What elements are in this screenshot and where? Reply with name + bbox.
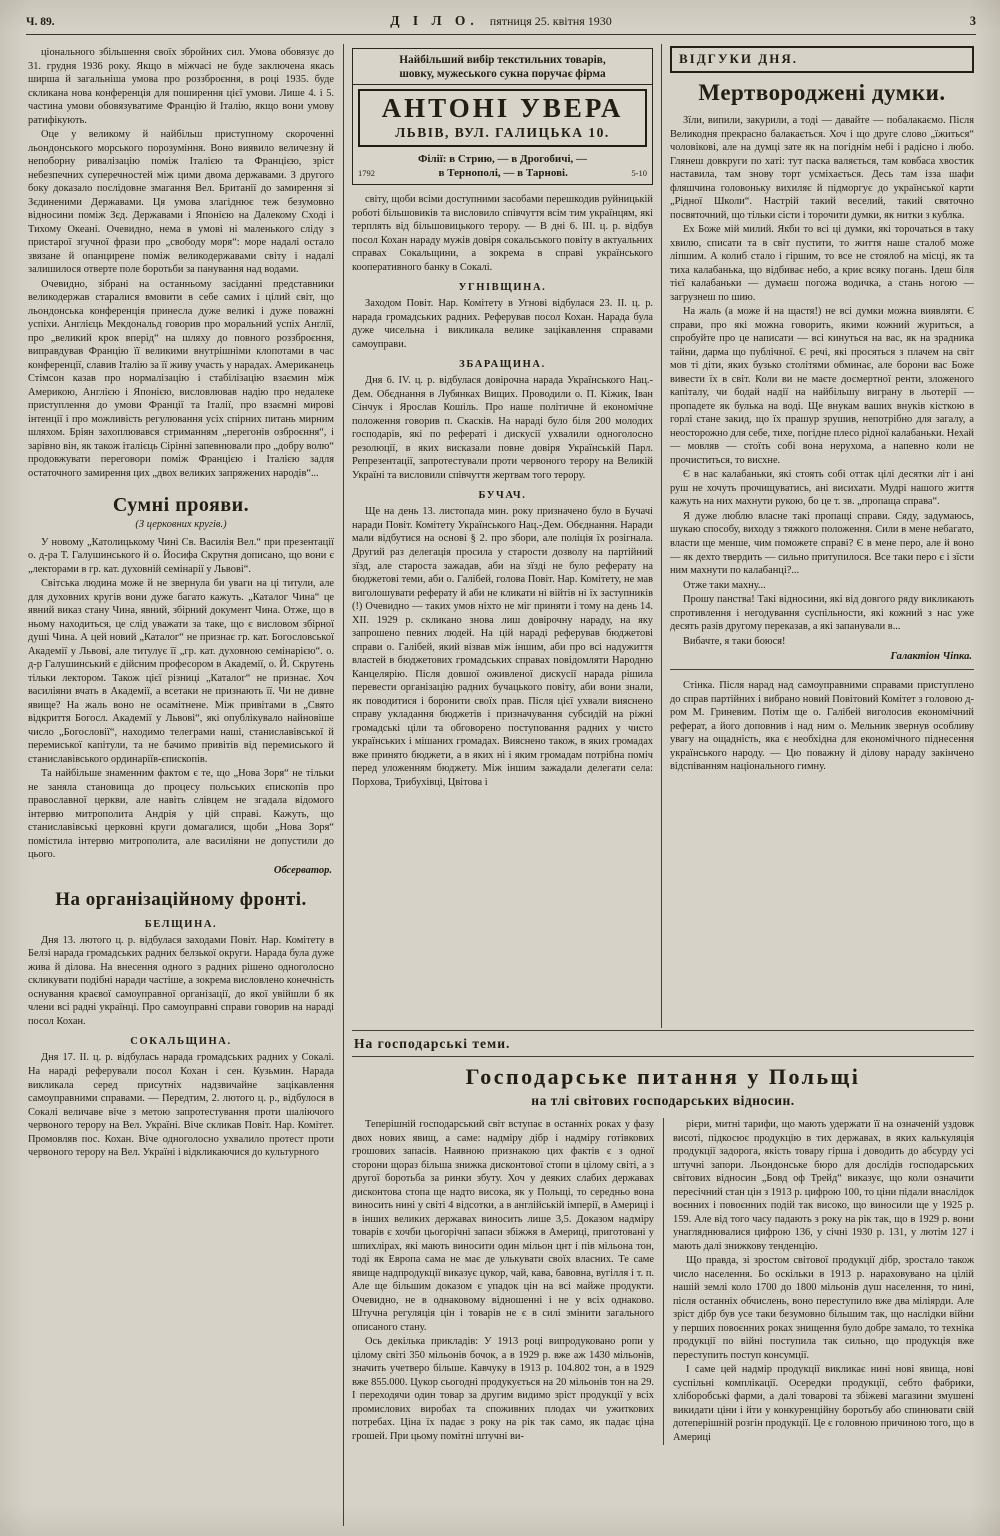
ad-branches-line1: Філії: в Стрию, — в Дрогобичі, — — [417, 152, 588, 165]
ad-address: ЛЬВІВ, ВУЛ. ГАЛИЦЬКА 10. — [395, 124, 610, 140]
economy-columns — [352, 1118, 974, 1445]
locality-head-sokal: СОКАЛЬЩИНА. — [130, 1036, 232, 1048]
economy-column-left — [352, 1118, 663, 1445]
ad-tagline — [353, 49, 652, 85]
article-paragraph: У новому „Католицькому Чині Св. Василія Вел.“ при презентації о. д-ра Т. Галушинського й о. Йосифа Скрутня дописано, що вони є „лекторами в гр. кат. духовній семінарії у Львові“. — [28, 536, 334, 575]
advertisement-uwera — [352, 48, 653, 185]
economy-headline: Господарське питання у Польщі — [465, 1064, 861, 1089]
article-paragraph: Світська людина може й не звернула би уваги на ці титули, але для духовних кругів вони дуже багато кажуть. „Каталог Чина“ це явний виказ стану Чина, явний, збірний документ Чина. Отже, що в ньому находиться, це слід уважати за таке, що є висловом збірної душі Чина. А цей новий „Каталог“ не признає гр. кат. Богословської Академії у Львові, але титулує її „гр. кат. духовною семінарією“. о. д-р Галушинський є дійсним професором в Академії, о. Й. Скрутень тільки лектором. Також цієї різниці „Каталог“ не признає. Хоч василіяни вчать в Академії, а всетаки не признають її. Чи не дивне явище? На жаль воно не осамітнене. Між привітами в „Свято відкриття Богосл. Академії у Львові“, які опублікувало найновіше число „Богословії“, находимо телеграми наші, станиславівської й перемиської капітули, та не бачимо привітів від перемиського й станиславівського ординаріїв-єпископів. — [28, 578, 334, 765]
masthead-title: Д І Л О. — [390, 13, 479, 28]
article-paragraph: Дня 17. II. ц. р. відбулась нарада громадських радних у Сокалі. На нараді реферували посол Кохан і сен. Кузьмин. Нарада викликала серед присутніх надзвичайне зацікавлення самоуправними справами. — Передтим, 2. лютого ц. р., відбулося в Сокалі величаве віче з метою запротестування проти шаліючого червоного терору на Вел. Україні. Віче скликав Повіт. Нар. Комітет. Промовляв пос. Кохан. Віче одноголосно ухвалило протест проти червоного терору на Вел. Україні і відкликаючися до культурного — [28, 1052, 334, 1159]
feuilleton-paragraph: Зїли, випили, закурили, а тоді — давайте — побалакаємо. Після Великодня прекрасно балакається. Хоч і що друге слово „їжиться“ чоловікові, але на думці зате як на погіднім небі і радісно і любо. Глянеш довкруги по хаті: тут паска валяється, там ковбаса хвостик наставила, там знову торт усміхається. Десь там ізза шафи фляшчина головоньку вихиляє й підморгує до української карти „Рідної Школи“. Настрій такий веселий, такий святочно посвяточний, що тільки сісти і торочити думки, як нитки з кублка. — [670, 115, 974, 221]
ad-ref-code: 5-10 — [631, 167, 647, 178]
rubric-echoes-of-the-day: ВІДГУКИ ДНЯ. — [670, 46, 974, 73]
economy-paragraph: рієри, митні тарифи, що мають удержати її на означеній уздовж висоті, підкосює продукцію в тих державах, в яких калькуляція продукції задорога, якість товару гірша і доводить до абсурду усі штучні запори. Льондонське бюро для дослідів господарських світових відносин „Бовд оф Трейд“ виказує, що коли означити пересічний стан цін з 1913 р. цифрою 100, то ціни підали внаслідок воєнних і повоєнних подій так високо, що виносили ще у 1925 р. 159. Але від того часу падають з року на рік так, що в 1929 р. вони унагляднювалися цифрою 136, у січні 1930 р. 131, у лютім 127 і мають далі знижкову тенденцію. — [673, 1119, 974, 1252]
feuilleton-paragraph: Є в нас калабаньки, які стоять собі оттак цілі десятки літ і ані руш не хочуть прочищуватись, ані висихати. Мудрі нашого життя кажуть на них махнути рукою, бо це т. зв. „пропаща справа“. — [670, 469, 974, 508]
column-right — [670, 46, 974, 1026]
article-paragraph: Дня 6. IV. ц. р. відбулася довірочна нарада Українського Нац.-Дем. Обєднання в Лубянках Вищих. Проводили о. П. Кіжик, Іван Сінчук і Ярослав Кошіль. Про наше політичне й економічне положення говорив п. Скасків. На нараді було біля 200 молодих господарів, які по рефераті і дискусії ухвалили одноголосно резолюції, в яких висказали повне довіря Українській Парл. Репрезентації, запротестували проти червоного терору на Великій Україні та висловили співчуття жертвам того терору. — [352, 375, 653, 481]
article-paragraph: Оце у великому й найбільш приступному скороченні льондонського морського порозуміння. Воно виявило величезну й непоборну ривалізацію поміж Італією та Францією, зріст небезпечних суперечностей між цими двома державами. З другого боку доказало послідовне змагання Вел. Британії до замирення зі Зєдиненими Державами. Ця умова злагіднює теж безумовно відносини поміж Зєд. Державами і Японією на Далекому Сході і Тихому Океані. Очевидно, нема в умові ні маленького сліду з пристарої згучної фрази про „свободу моря“: море надалі остало звязане й опанцирене поміж великодержавами світу і надалі залишилося отверте поле боротьби за панування над водами. — [28, 129, 334, 276]
ad-branches-text: в Тернополі, — в Тарнові. — [438, 166, 568, 179]
section-divider — [670, 669, 974, 670]
feuilleton-paragraph: Ех Боже мій милий. Якби то всі ці думки, які торочаться в таку хвилю, списати та в світ пустити, то життя наше сталоб може ліпшим. А колиб стало і гіршим, то все не стоялоб на місці, як та тиха калабанька, що відбиває небо, а криє всяку погань. Ідеш біля тієї калабаньки — думаєш погожа водичка, а стань ногою — загрузнеш по шию. — [670, 224, 974, 303]
economy-section — [352, 1030, 974, 1530]
economy-paragraph: Ось декілька прикладів: У 1913 році випродуковано ропи у цілому світі 350 мільонів бочок, а в 1929 р. вже аж 1430 мільонів, значить учетверо більше. Кавчуку в 1913 р. 104.802 тон, а в 1929 вже 855.000. Цукор сьогодні продукується на 20 мільонів тон на 29. І переходячи один товар за другим видимо зріст продукції у всіх промислових виробах та споживних плодах чи ужиткових потребах. Ціна їх падає з року на рік так само, як падає ціна грошей. При цьому помітні штучні ви- — [352, 1336, 654, 1442]
feuilleton-paragraph: Отже таки махну... — [683, 579, 766, 591]
feuilleton-paragraph: Я дуже люблю власне такі пропащі справи. Сяду, задумаюсь, шукаю способу, виходу з тяжкого положення. Сили в мене небагато, власти ще менше, чим поможете справі? Є в мене перо, але й воно — як дехто твердить — сильно притупилося. Все таки перо є і зїсти ним махнути по калабанці?... — [670, 510, 974, 577]
ad-tagline-line2: шовку, мужеського сукна поручає фірма — [399, 68, 606, 81]
column-left — [28, 46, 334, 1528]
article-continuation-paragraph: Стінка. Після нарад над самоуправними справами приступлено до справ партійних і вибрано новий Повітовий Комітет з головою д-ром М. Гриневим. Потім ще о. Галібей виголосив економічний реферат, а його доповнив і над ним о. Мельник звернув особливу увагу на ощадність, яка є необхідна для економічного піднесення українського народу. — Цю поважну й ділову нараду закінчено відспіванням національного гимну. — [670, 680, 974, 773]
article-paragraph: світу, щоби всіми доступними засобами перешкодив руйницькій роботі більшовиків та висловило співчуття всім тим українцям, які терплять від більшовицького терору. — В дні 6. III. ц. р. відбув посол Кохан нараду мужів довіря сокальського повіту в актуальних справах Сокальщини, а зокрема в справі українського кооперативного банку в Сокалі. — [352, 194, 653, 273]
section-title-sad-phenomena: Сумні прояви. — [112, 493, 250, 516]
locality-head-belz: БЕЛЩИНА. — [144, 918, 218, 930]
economy-column-right — [663, 1118, 974, 1445]
ad-main-box — [358, 89, 647, 146]
article-paragraph: Очевидно, зібрані на останньому засіданні представники великодержав старалися вмовити в себе самих і цілий світ, що льондонська конференція принесла дуже великі і дуже поважні успіхи. Англієць Мекдональд говорив про моральний успіх Англії, про „великий крок вперід“ на шляху до повного роззброєння, виправдував Францію її великими внутрішніми клопотами в час конференції, славив Італію за її живу участь у нарадах. Американець Стімсон казав про нормалізацію і стабілізацію взаємин між Америкою, Англією і Японією, висловлював надію про недалеке приступлення до умови Франції та Італії, про взаємні мирові інтенції і про можливість регулювання усіх спірних питань мирним шляхом. Бріян захоплювався стриманням „перегонів озброєння“, і зарівно він, як також італієць Сірінні запевнювали про „добру волю“ продовжувати переговори поміж Францією і Італією задля остаточного замирення цих „двох великих запряжених народів“... — [28, 278, 334, 479]
column-rule-1 — [343, 44, 344, 1526]
column-middle — [352, 46, 653, 1026]
locality-head-uhniv: УГНІВЩИНА. — [458, 282, 547, 294]
article-paragraph: Заходом Повіт. Нар. Комітету в Угнові відбулася 23. II. ц. р. нарада громадських радних. Реферував посол Кохан. Нарада була дуже чисельна і викликала велике зацікавлення справами самоуправи. — [352, 298, 653, 350]
section-subtitle: (З церковних кругів.) — [135, 518, 227, 530]
ad-ref-number: 1792 — [358, 167, 375, 178]
article-paragraph: Та найбільше знаменним фактом є те, що „Нова Зоря“ не тільки не заняла становища до процесу польських єпископів про православної церкви, але навіть слівцем не згадала відомого інтервю митрополита Андрія у цій справі. Кажуть, що станиславівські церковні круги домагалися, щоби „Нова Зоря“ помістила інтервю митрополита, але василіяни не допустили до цього. — [28, 768, 334, 861]
feuilleton-paragraph: Прошу панства! Такі відносини, які від довгого ряду викликають спротивлення і негодування суспільности, які кожний з нас уже десять разів другому переказав, а які запанували в... — [670, 594, 974, 633]
locality-head-buchach: БУЧАЧ. — [478, 490, 527, 502]
masthead-line — [186, 13, 816, 29]
feuilleton-paragraph: Вибачте, я таки боюся! — [683, 635, 786, 647]
economy-paragraph: Що правда, зі зростом світової продукції дібр, зростало також число населення. Бо оскільки в 1913 р. нараховувано на цілій нашій землі коло 1700 до 1800 мільонів душ населення, то нині, після останніх обчислень, воно переступило вже два міліярди. Але зріст дібр був усе таки безумовно більшим так, що наслідки війни у перших повоєнних роках знищення було добре замало, то техніка продукції по війні поступила так сильно, що продукція вже переступить поступ консумції. — [673, 1255, 974, 1361]
article-paragraph: Дня 13. лютого ц. р. відбулася заходами Повіт. Нар. Комітету в Белзі нарада громадських радних белзької округи. Нарада була дуже жива й ділова. На внесення одного з радних рішено одноголосно скликувати подібні наради частіше, а зокрема висловлено конечність оснування краєвої самоуправної організації, до якої увійшли б як члени всі радні українці. Про самоуправні справи говорив на нараді посол Кохан. — [28, 934, 334, 1027]
ad-branches-line2 — [358, 166, 647, 180]
issue-date: пятниця 25. квітня 1930 — [489, 14, 612, 28]
page-number: 3 — [969, 14, 976, 28]
feuilleton-headline: Мертвороджені думки. — [698, 80, 946, 105]
article-signature: Обсерватор. — [273, 864, 332, 876]
economy-paragraph: Теперішній господарський світ вступає в останніх роках у фазу двох нових явищ, а саме: надміру дібр і надміру готівкових грошових запасів. Наявною признакою цих фактів є з одної сторони щораз більша знижка дисконтової стопи в цілому світі, а з другої боротьба за ринки збуту. Хоч у деяких слабих державах дисконтова стопа ще надто висока, як у Польщі, то середньо вона виносить нині у світі 4 відсотки, а в англійській імперії, в Америці і в інших великих державах виносить лише 3,5. Доказом надміру товарів є хочби цьогорічні запаси збіжжя в Америці, приготовані у шпихлірах, які мають виносити один мільон цнт і пів мільона тон, тоді як Европа сама не має де улькувати своїх власних. Те саме явище надпродукції виказує цукор, чай, кава, бавовна, вугілля і т. п. Але ще більшим доказом є упадок цін на всі майже продукти. Очевидно, не в однаковому відношенні і не у всіх однаково. Штучна регуляція цін і товарів не є в силі змінити загального описаного стану. — [352, 1119, 654, 1333]
column-rule-2 — [661, 44, 662, 1028]
ad-tagline-line1: Найбільший вибір текстильних товарів, — [399, 54, 606, 66]
rubric-economic-topics: На господарські теми. — [352, 1036, 974, 1057]
ad-firm-name: АНТОНІ УВЕРА — [381, 93, 624, 124]
ad-branches — [353, 151, 652, 185]
article-paragraph: Ще на день 13. листопада мин. року призначено було в Бучачі наради Повіт. Комітету Українського Нац.-Дем. Обєднання. Наради мали відбутися на основі § 2. про збори, але поліція їх розігнала. Другий раз делегація просила у старости дозволу на партійний зїзд, але староста зажадав, аби на зїзді не було реферату на бюджетові теми, аби о. Галібей, голова Повіт. Нар. Комітету, не мав виголошувати реферату й аби не кликати ні війтів ні їх заступників (!) Очевидно — таких умов ніхто не міг приняти і тому на день 14. XII. 1929 р. скликано знова лиш довірочну нараду, на яку запрошено певних людей. На цій нараді реферував бюджетові справи о. Галібей, який візвав між іншим, аби про всі надужиття властей в бюджетових громадських справах повідомляти Народню Канцелярію. Після довшої оживленої дискусії нарада рішила перевести організацію радних бучацького повіту, аби вони знали, як поводитися і боронити своїх прав. Після цієї ухвали вияснено справу укладання бюджетів і призначування субсидій на ріжні громадські ціли та обговорено поступовання радних у чисто українських і мішаних громадах. Вияснено також, в яких громадах вже принято бюджети, а в яких ні і яким громадам потрібна поміч перед уложенням бюджету. Між іншим зажадали делегати села: Порхова, Трибухівці, Цвітова і — [352, 506, 653, 788]
locality-head-zbarazh: ЗБАРАЩИНА. — [459, 359, 546, 371]
article-paragraph: ціонального збільшення своїх збройних сил. Умова обовязує до 31. грудня 1936 року. Якщо в міжчасі не буде заключена якась ширша й загальніша умова про роззброєння, в році 1935. буде скликана нова конференція для поширення цієї умови. Лише 4. і 5. частина умови обовязуватиме Францію й Італію, якщо вони умову ратифікують. — [28, 47, 334, 126]
page-header — [26, 13, 976, 35]
section-title-organizational-front: На організаційному фронті. — [55, 888, 307, 910]
economy-paragraph: І саме цей надмір продукції викликає нині нові явища, нові суспільні комплікації. Осередки продукції, себто фабрики, хліборобські фарми, а далі товарові та збіжеві магазини змушені викидати ціни і йти у конкуренційну боротьбу або спинювати свій дотеперішній розгін продукції. Це є головною причиною того, що в Америці — [673, 1364, 974, 1443]
feuilleton-signature: Галактіон Чіпка. — [890, 651, 972, 663]
economy-subheadline: на тлі світових господарських відносин. — [531, 1093, 795, 1108]
feuilleton-paragraph: На жаль (а може й на щастя!) не всі думки можна виявляти. Є справи, про які можна говорить, якими кожний журиться, а спробуйте про це написати — всі кинуться на вас, як на зрадника тайни, дарма що публічної. Є речі, які просяться з плачем на світ мов ті діти, яких бузько столітями обминає, але борони вас Боже вивести їх в світ. Коли ви не маєте досмертної ренти, зложеного капіталу, чи бодай надії на найбільшу виграну в льотерії — пропадете як булька на воді. Ще внукам ваших внуків кісткою в горлі стане закид, що їх прашур зрушив, непотрібно для загалу, а неосторожно для себе, тихе, погідне плесо рідної калабаньки. Нехай — мовляв — стоїть собі вона нерухома, а напевно коли не прочиститься, то висхне. — [670, 306, 974, 466]
issue-number: Ч. 89. — [26, 16, 55, 28]
